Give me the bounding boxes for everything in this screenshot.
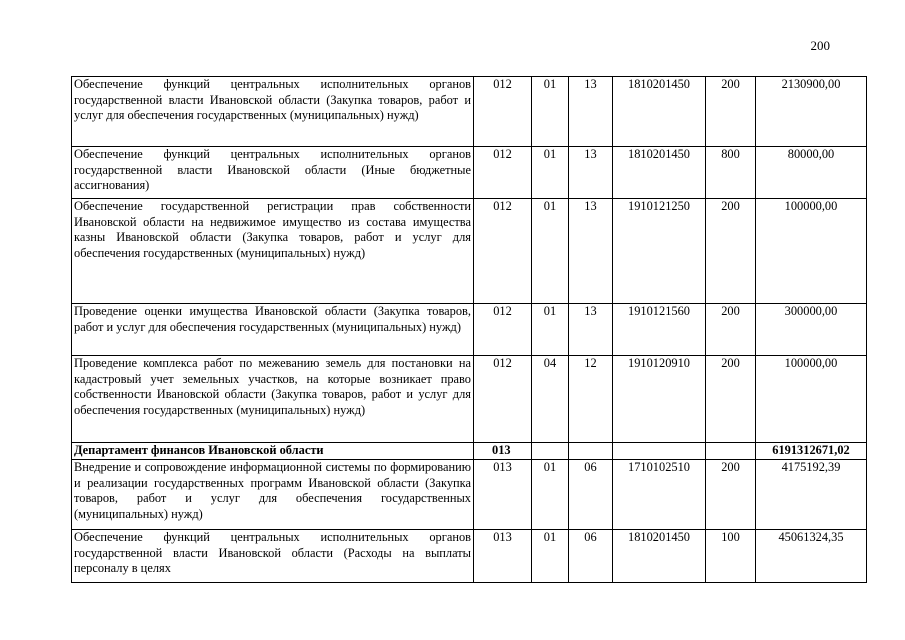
section-code: 01 bbox=[532, 460, 569, 530]
department-code: 013 bbox=[474, 443, 532, 460]
expense-name: Обеспечение государственной регистрации прав собственности Ивановской области на недвижимое имущество из состава имущества казны Ивановской области (Закупка товаров, работ и услуг для обеспечения государственных (муниципальных) нужд) bbox=[72, 199, 474, 304]
section-code: 01 bbox=[532, 304, 569, 356]
section-code: 01 bbox=[532, 199, 569, 304]
expense-type-code: 200 bbox=[706, 356, 756, 443]
expense-type-code: 200 bbox=[706, 77, 756, 147]
expense-type-code bbox=[706, 443, 756, 460]
amount: 80000,00 bbox=[756, 147, 867, 199]
expense-name: Проведение комплекса работ по межеванию земель для постановки на кадастровый учет земельных участков, на которые возникает право собственности Ивановской области (Закупка товаров, работ и услуг для обеспечения государственных (муниципальных) нужд) bbox=[72, 356, 474, 443]
expense-name: Обеспечение функций центральных исполнительных органов государственной власти Ивановской области (Закупка товаров, работ и услуг для обеспечения государственных (муниципальных) нужд) bbox=[72, 77, 474, 147]
table-row bbox=[72, 356, 867, 443]
subsection-code bbox=[569, 443, 613, 460]
department-code: 013 bbox=[474, 460, 532, 530]
subsection-code: 06 bbox=[569, 460, 613, 530]
expense-type-code: 200 bbox=[706, 304, 756, 356]
subsection-code: 12 bbox=[569, 356, 613, 443]
budget-table bbox=[71, 76, 867, 583]
section-code: 01 bbox=[532, 147, 569, 199]
subsection-code: 13 bbox=[569, 77, 613, 147]
page-number: 200 bbox=[810, 38, 830, 53]
target-article-code: 1910121560 bbox=[613, 304, 706, 356]
department-code: 012 bbox=[474, 147, 532, 199]
department-code: 012 bbox=[474, 356, 532, 443]
department-code: 013 bbox=[474, 530, 532, 583]
amount: 4175192,39 bbox=[756, 460, 867, 530]
amount: 45061324,35 bbox=[756, 530, 867, 583]
section-code: 04 bbox=[532, 356, 569, 443]
target-article-code: 1910121250 bbox=[613, 199, 706, 304]
target-article-code: 1710102510 bbox=[613, 460, 706, 530]
table-row bbox=[72, 147, 867, 199]
target-article-code bbox=[613, 443, 706, 460]
expense-name: Обеспечение функций центральных исполнительных органов государственной власти Ивановской области (Иные бюджетные ассигнования) bbox=[72, 147, 474, 199]
table-row bbox=[72, 530, 867, 583]
section-code: 01 bbox=[532, 530, 569, 583]
table-row bbox=[72, 460, 867, 530]
table-row bbox=[72, 304, 867, 356]
expense-type-code: 200 bbox=[706, 460, 756, 530]
expense-name: Проведение оценки имущества Ивановской области (Закупка товаров, работ и услуг для обеспечения государственных (муниципальных) нужд) bbox=[72, 304, 474, 356]
department-code: 012 bbox=[474, 77, 532, 147]
subsection-code: 13 bbox=[569, 199, 613, 304]
subsection-code: 13 bbox=[569, 304, 613, 356]
expense-name: Внедрение и сопровождение информационной системы по формированию и реализации государственных программ Ивановской области (Закупка товаров, работ и услуг для обеспечения государственных (муниципальных) нужд) bbox=[72, 460, 474, 530]
department-code: 012 bbox=[474, 304, 532, 356]
amount: 300000,00 bbox=[756, 304, 867, 356]
amount: 2130900,00 bbox=[756, 77, 867, 147]
department-name: Департамент финансов Ивановской области bbox=[72, 443, 474, 460]
expense-type-code: 800 bbox=[706, 147, 756, 199]
section-code bbox=[532, 443, 569, 460]
department-total-amount: 6191312671,02 bbox=[756, 443, 867, 460]
table-row bbox=[72, 199, 867, 304]
expense-type-code: 100 bbox=[706, 530, 756, 583]
subsection-code: 13 bbox=[569, 147, 613, 199]
target-article-code: 1910120910 bbox=[613, 356, 706, 443]
expense-name: Обеспечение функций центральных исполнительных органов государственной власти Ивановской области (Расходы на выплаты персоналу в целях bbox=[72, 530, 474, 583]
target-article-code: 1810201450 bbox=[613, 77, 706, 147]
subsection-code: 06 bbox=[569, 530, 613, 583]
department-code: 012 bbox=[474, 199, 532, 304]
target-article-code: 1810201450 bbox=[613, 530, 706, 583]
table-row bbox=[72, 77, 867, 147]
expense-type-code: 200 bbox=[706, 199, 756, 304]
section-code: 01 bbox=[532, 77, 569, 147]
target-article-code: 1810201450 bbox=[613, 147, 706, 199]
amount: 100000,00 bbox=[756, 356, 867, 443]
department-section-row bbox=[72, 443, 867, 460]
amount: 100000,00 bbox=[756, 199, 867, 304]
